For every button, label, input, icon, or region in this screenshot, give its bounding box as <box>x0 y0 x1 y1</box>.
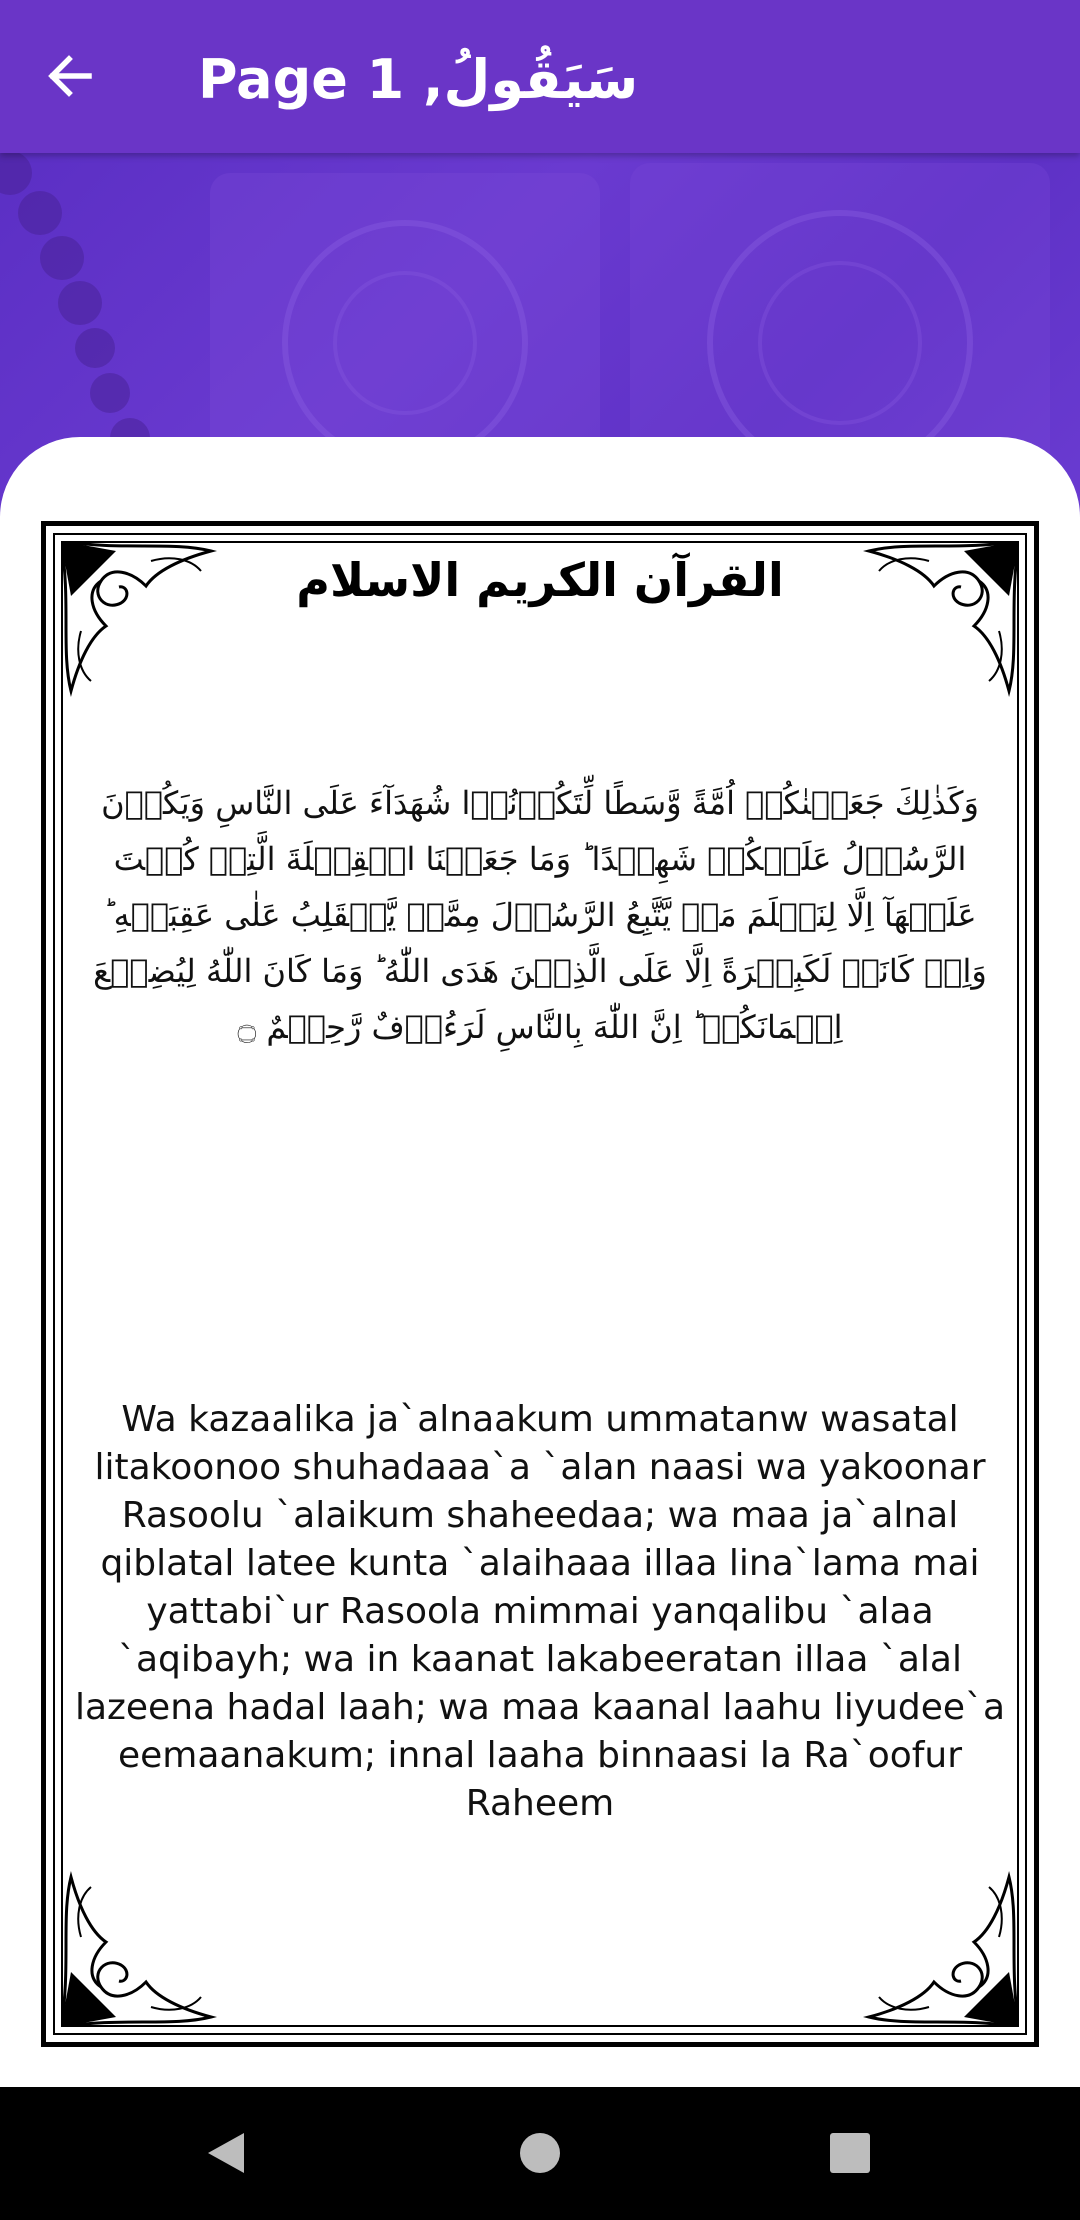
nav-back-button[interactable] <box>196 2123 256 2183</box>
back-button[interactable] <box>30 36 110 116</box>
system-nav-bar <box>0 2087 1080 2220</box>
nav-recents-button[interactable] <box>820 2123 880 2183</box>
nav-home-button[interactable] <box>510 2123 570 2183</box>
app-bar <box>0 0 1080 153</box>
corner-ornament-icon <box>61 1867 221 2027</box>
triangle-back-icon <box>204 2129 248 2177</box>
circle-home-icon <box>518 2131 562 2175</box>
corner-ornament-icon <box>859 1867 1019 2027</box>
transliteration-text: Wa kazaalika ja`alnaakum ummatanw wasatal litakoonoo shuhadaaa`a `alan naasi wa yakoonar Rasoolu `alaikum shaheedaa; wa maa ja`alnal qiblatal latee kunta `alaihaaa illaa lina`lama mai yattabi`ur Rasoola mimmai yanqalibu `alaa `aqibayh; wa in kaanat lakabeeratan illaa `alal lazeena hadal laah; wa maa kaanal laahu liyudee`a eemaanakum; innal laaha binnaasi la Ra`oofur Raheem <box>74 1399 1006 1824</box>
arabic-verse: وَكَذٰلِكَ جَعَلۡنٰكُمۡ اُمَّةً وَّسَطًا لِّتَكُوۡنُوۡا شُهَدَآءَ عَلَى النَّاسِ وَيَكُوۡنَ الرَّسُوۡلُ عَلَيۡكُمۡ شَهِيۡدًا ؕ وَمَا جَعَلۡنَا الۡقِبۡلَةَ الَّتِىۡ كُنۡتَ عَلَيۡهَآ اِلَّا لِنَعۡلَمَ مَنۡ يَّتَّبِعُ الرَّسُوۡلَ مِمَّنۡ يَّنۡقَلِبُ عَلٰى عَقِبَيۡهِ ؕ وَاِنۡ كَانَتۡ لَكَبِيۡرَةً اِلَّا عَلَى الَّذِيۡنَ هَدَى اللّٰهُ ؕ وَمَا كَانَ اللّٰهُ لِيُضِيۡعَ اِيۡمَانَكُمۡ ؕ اِنَّ اللّٰهَ بِالنَّاسِ لَرَءُوۡفٌ رَّحِيۡمٌ ۝ <box>93 784 987 1046</box>
arrow-left-icon <box>45 51 95 101</box>
page-heading: القرآن الكريم الاسلام <box>296 553 784 607</box>
page-title: Page 1 ,سَیَقُولُ <box>198 48 639 111</box>
square-recents-icon <box>829 2132 871 2174</box>
